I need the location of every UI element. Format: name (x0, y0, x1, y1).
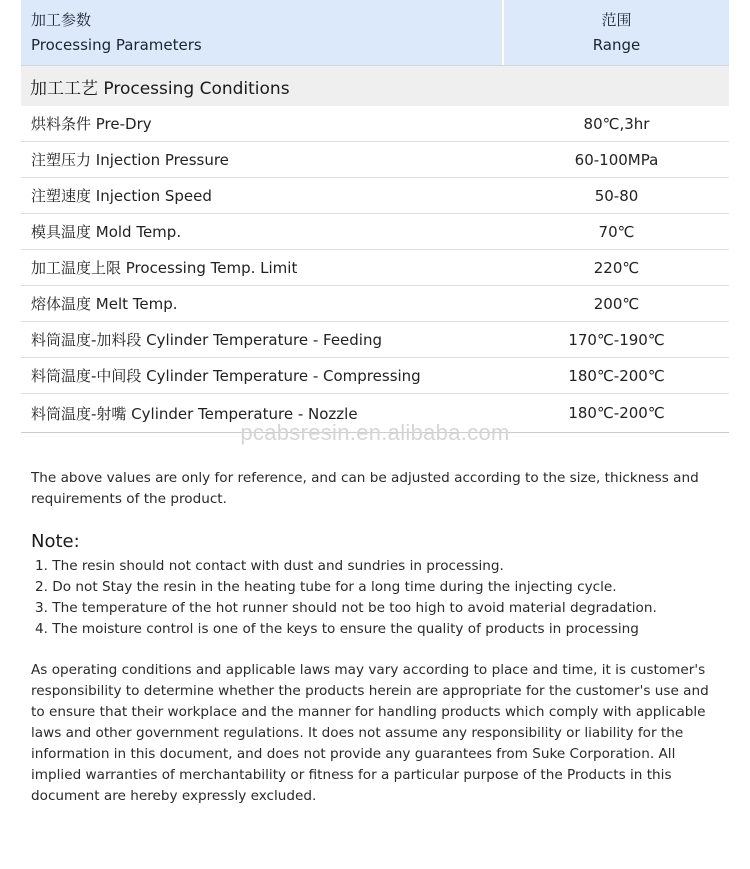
row-value: 180℃-200℃ (568, 404, 665, 422)
table-row (21, 250, 729, 286)
watermark: pcabsresin.en.alibaba.com (240, 420, 510, 445)
list-item: 1. The resin should not contact with dust and sundries in processing. (35, 558, 504, 574)
note-title: Note: (31, 531, 80, 552)
row-name: 料筒温度-射嘴 Cylinder Temperature - Nozzle (31, 404, 358, 423)
table-row (21, 358, 729, 394)
disclaimer: As operating conditions and applicable laws may vary according to place and time, it is customer's responsibility to determine whether the products herein are appropriate for the customer's use and to ensure that their workplace and the manner for handling products which comply with applicable laws and other government regulations. It does not assume any responsibility or liability for the information in this document, and does not provide any guarantees from Suke Corporation. All implied warranties of merchantability or fitness for a particular purpose of the Products in this document are hereby expressly excluded. (31, 662, 709, 804)
header-param-en: Processing Parameters (31, 36, 202, 54)
table-row (21, 322, 729, 358)
header-range-cn: 范围 (601, 11, 632, 29)
header-range-en: Range (592, 36, 641, 54)
row-value: 70℃ (598, 222, 635, 241)
row-name: 熔体温度 Melt Temp. (31, 295, 178, 313)
table-row (21, 214, 729, 250)
row-value: 60-100MPa (574, 150, 659, 169)
table-row (21, 142, 729, 178)
row-value: 200℃ (593, 294, 640, 313)
row-name: 注塑速度 Injection Speed (31, 187, 212, 205)
table-body (21, 106, 729, 433)
header-parameters-cell (21, 0, 504, 65)
row-name: 模具温度 Mold Temp. (31, 223, 182, 241)
section-title: 加工工艺 Processing Conditions (21, 66, 729, 106)
list-item: 2. Do not Stay the resin in the heating tube for a long time during the injecting cycle. (35, 579, 617, 595)
table-row (21, 178, 729, 214)
header-range-cell (504, 0, 729, 65)
row-name: 烘料条件 Pre-Dry (31, 115, 152, 133)
row-value: 50-80 (594, 186, 639, 205)
row-name: 料筒温度-中间段 Cylinder Temperature - Compressing (31, 367, 421, 385)
table-row (21, 106, 729, 142)
row-name: 加工温度上限 Processing Temp. Limit (31, 259, 298, 277)
row-value: 170℃-190℃ (568, 330, 665, 349)
table-header (21, 0, 729, 66)
row-name: 料筒温度-加料段 Cylinder Temperature - Feeding (31, 331, 383, 349)
list-item: 4. The moisture control is one of the keys to ensure the quality of products in processing (35, 621, 639, 637)
row-name: 注塑压力 Injection Pressure (31, 151, 229, 169)
notes-list (35, 556, 725, 640)
row-value: 180℃-200℃ (568, 366, 665, 385)
list-item: 3. The temperature of the hot runner should not be too high to avoid material degradation. (35, 600, 657, 616)
table-row (21, 286, 729, 322)
row-value: 80℃,3hr (583, 114, 650, 133)
reference-note: The above values are only for reference, and can be adjusted according to the size, thickness and requirements of the product. (31, 470, 699, 507)
processing-table (21, 0, 729, 433)
header-param-cn: 加工参数 (31, 11, 92, 29)
row-value: 220℃ (593, 258, 640, 277)
